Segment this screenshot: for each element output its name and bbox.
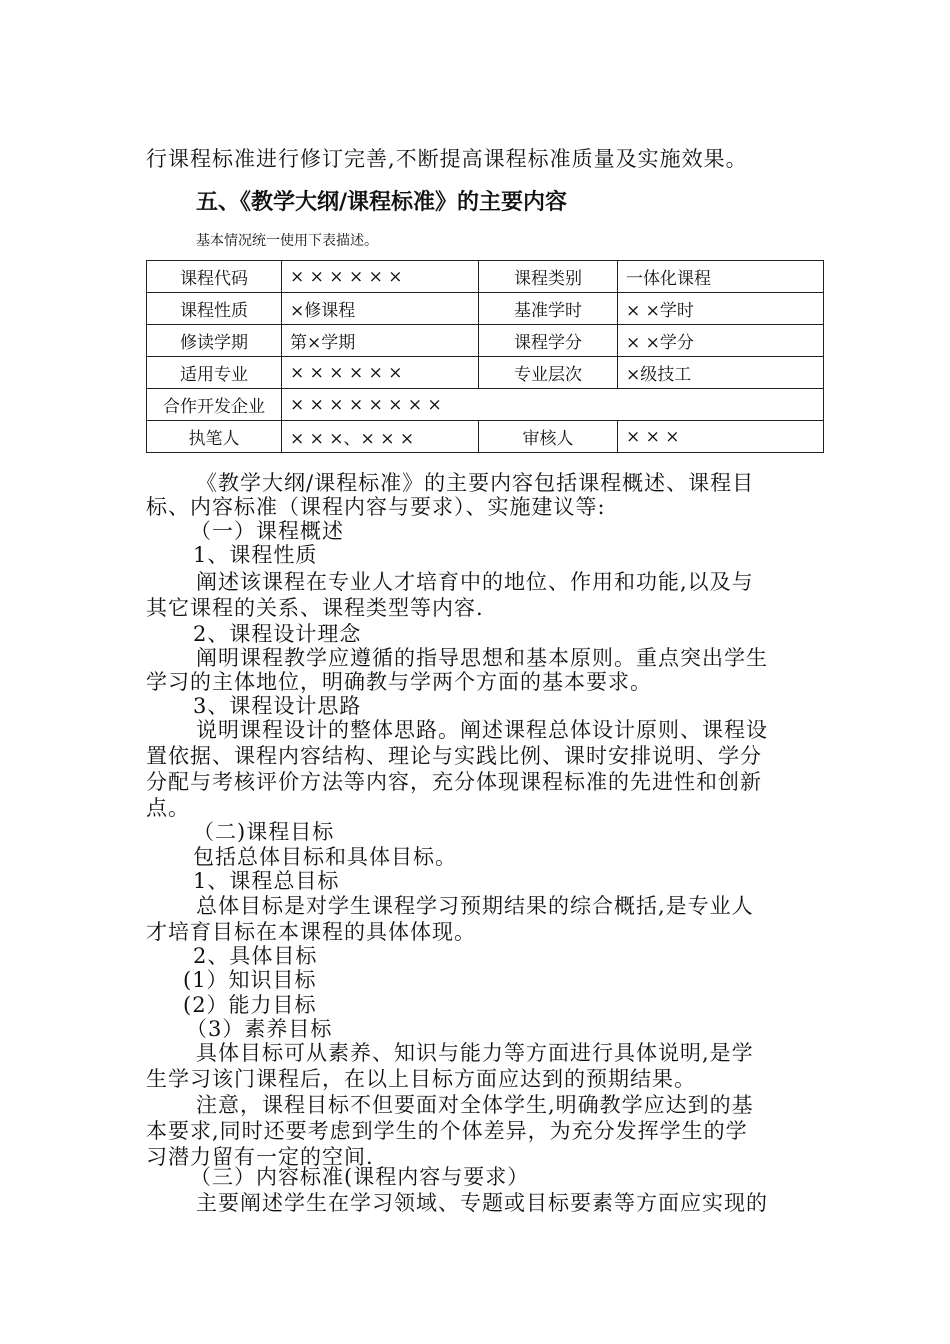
table-row — [147, 293, 824, 325]
table-value: ×级技工 — [618, 357, 824, 389]
body-line: 2、具体目标 — [193, 944, 318, 968]
body-line: 标、内容标准（课程内容与要求）、实施建议等: — [146, 495, 606, 519]
body-line: 习潜力留有一定的空间. — [146, 1145, 374, 1169]
table-value: 一体化课程 — [618, 261, 824, 293]
body-line: 阐明课程教学应遵循的指导思想和基本原则。重点突出学生 — [196, 646, 768, 670]
table-row — [147, 325, 824, 357]
body-line: 具体目标可从素养、知识与能力等方面进行具体说明,是学 — [196, 1041, 754, 1065]
body-line: 阐述该课程在专业人才培育中的地位、作用和功能,以及与 — [196, 570, 754, 594]
table-value: × × × × × × — [282, 357, 479, 389]
table-label: 课程代码 — [147, 261, 282, 293]
table-label: 修读学期 — [147, 325, 282, 357]
body-line: 2、课程设计理念 — [193, 622, 362, 646]
table-value: ×修课程 — [282, 293, 479, 325]
body-line: 点。 — [146, 796, 190, 820]
table-value: × × × × × × × × — [282, 389, 824, 421]
table-row — [147, 389, 824, 421]
intro-line: 行课程标准进行修订完善,不断提高课程标准质量及实施效果。 — [146, 147, 748, 171]
body-line: 3、课程设计思路 — [193, 694, 362, 718]
body-line: 才培育目标在本课程的具体体现。 — [146, 920, 476, 944]
section-heading: 五、《教学大纲/课程标准》的主要内容 — [196, 190, 568, 215]
table-label: 课程性质 — [147, 293, 282, 325]
body-line: 《教学大纲/课程标准》的主要内容包括课程概述、课程目 — [196, 471, 755, 495]
table-row — [147, 357, 824, 389]
table-value: × × × × × × — [282, 261, 479, 293]
body-line: 主要阐述学生在学习领域、专题或目标要素等方面应实现的 — [196, 1191, 768, 1215]
table-value: × × × — [618, 421, 824, 453]
table-value: × ×学分 — [618, 325, 824, 357]
body-line: （3）素养目标 — [186, 1017, 333, 1041]
body-line: （三）内容标准(课程内容与要求） — [190, 1165, 530, 1189]
body-line: （二)课程目标 — [193, 820, 335, 844]
table-label: 课程类别 — [479, 261, 618, 293]
table-label: 专业层次 — [479, 357, 618, 389]
body-line: 1、课程总目标 — [193, 869, 340, 893]
table-value: × × ×、× × × — [282, 421, 479, 453]
body-line: 分配与考核评价方法等内容，充分体现课程标准的先进性和创新 — [146, 770, 762, 794]
table-label: 合作开发企业 — [147, 389, 282, 421]
table-label: 执笔人 — [147, 421, 282, 453]
body-line: 学习的主体地位，明确教与学两个方面的基本要求。 — [146, 670, 652, 694]
course-info-table — [146, 260, 824, 453]
body-line: （一）课程概述 — [190, 519, 344, 543]
body-line: 生学习该门课程后，在以上目标方面应达到的预期结果。 — [146, 1067, 696, 1091]
body-line: 1、课程性质 — [193, 543, 318, 567]
body-line: 置依据、课程内容结构、理论与实践比例、课时安排说明、学分 — [146, 744, 762, 768]
table-label: 基准学时 — [479, 293, 618, 325]
table-label: 适用专业 — [147, 357, 282, 389]
body-line: 总体目标是对学生课程学习预期结果的综合概括,是专业人 — [196, 894, 754, 918]
body-line: (2）能力目标 — [183, 993, 317, 1017]
table-row — [147, 261, 824, 293]
body-line: 本要求,同时还要考虑到学生的个体差异，为充分发挥学生的学 — [146, 1119, 748, 1143]
table-label: 课程学分 — [479, 325, 618, 357]
body-line: (1）知识目标 — [183, 968, 317, 992]
table-value: 第×学期 — [282, 325, 479, 357]
table-label: 审核人 — [479, 421, 618, 453]
table-row — [147, 421, 824, 453]
table-value: × ×学时 — [618, 293, 824, 325]
table-note: 基本情况统一使用下表描述。 — [196, 233, 378, 249]
body-line: 注意，课程目标不但要面对全体学生,明确教学应达到的基 — [196, 1093, 754, 1117]
body-line: 其它课程的关系、课程类型等内容. — [146, 596, 484, 620]
body-line: 说明课程设计的整体思路。阐述课程总体设计原则、课程设 — [196, 718, 768, 742]
body-line: 包括总体目标和具体目标。 — [193, 845, 457, 869]
